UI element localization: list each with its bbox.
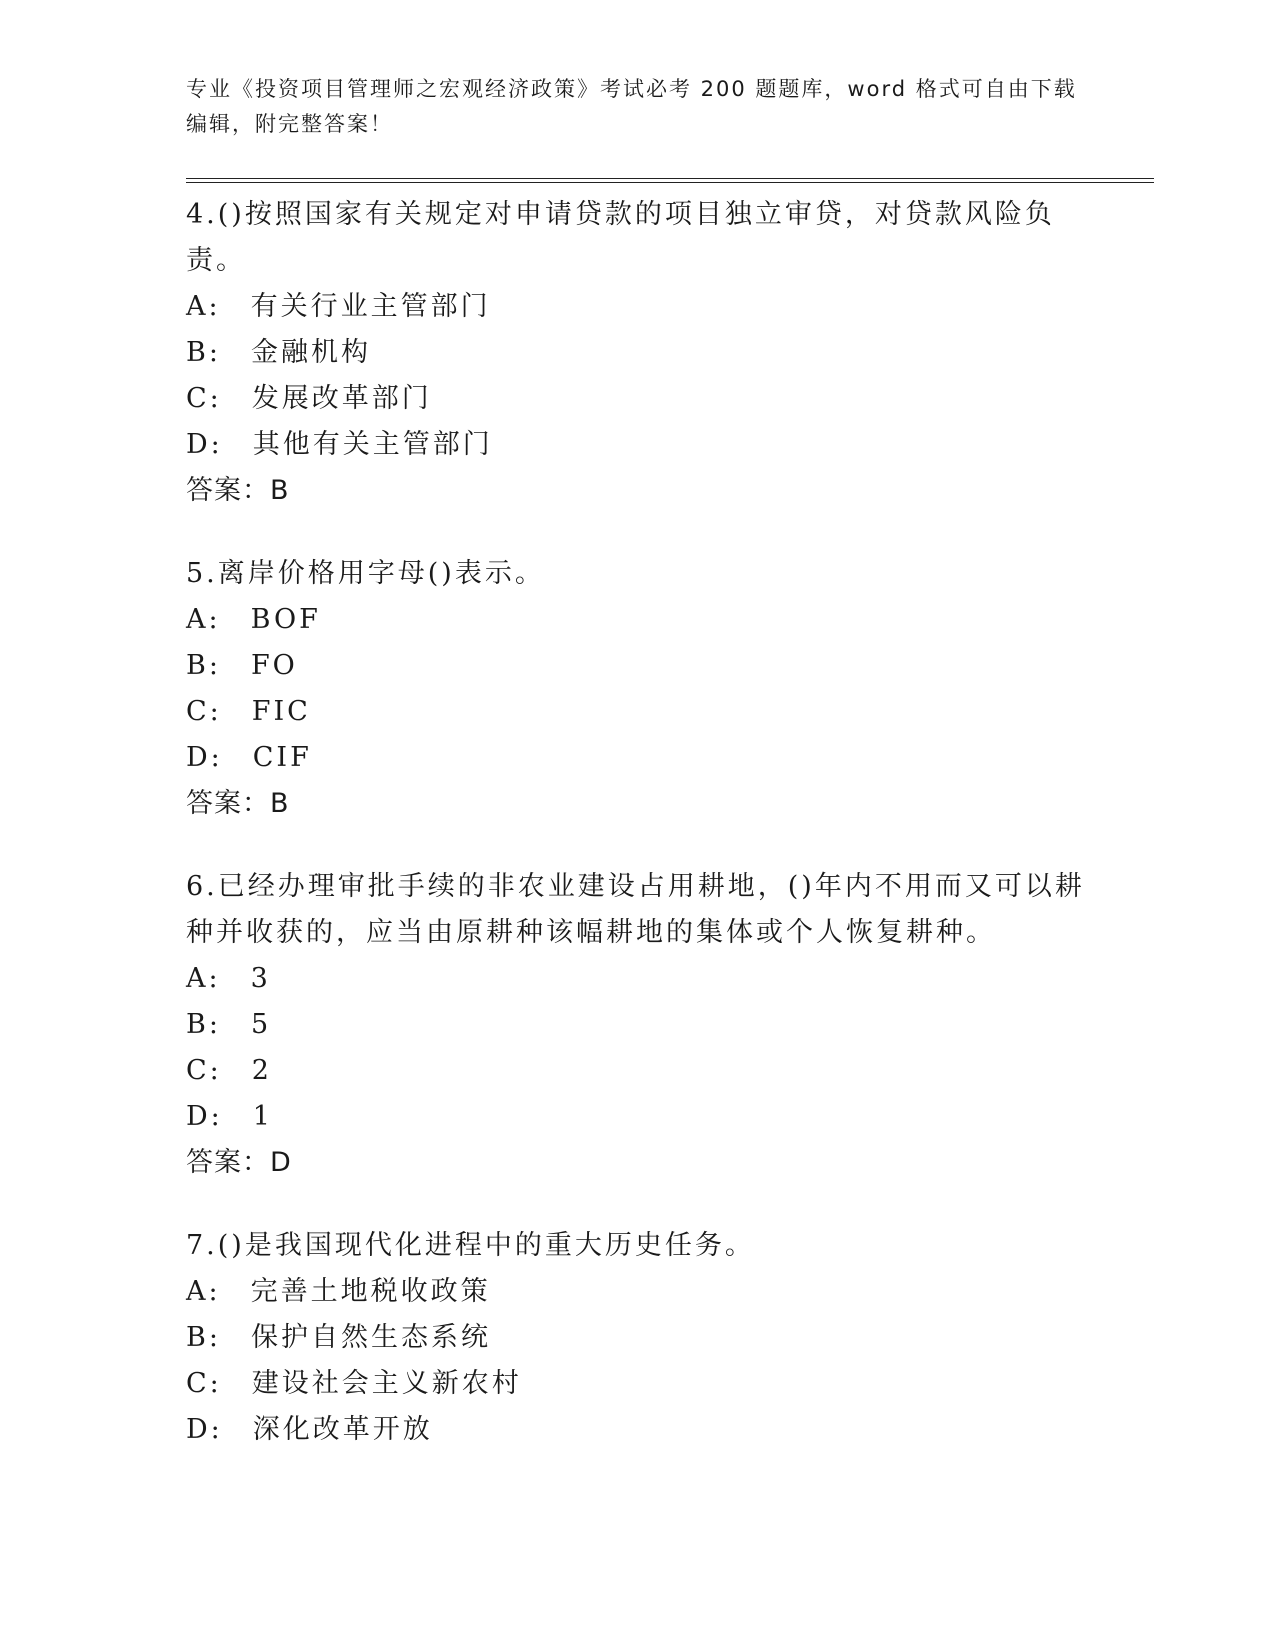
option-letter: B: — [186, 650, 221, 681]
option-letter: B: — [186, 1009, 221, 1040]
option-letter: C: — [186, 1368, 222, 1399]
question-text: 6.已经办理审批手续的非农业建设占用耕地，()年内不用而又可以耕种并收获的，应当由原耕种该幅耕地的集体或个人恢复耕种。 — [186, 871, 1085, 948]
option-letter: A: — [186, 1276, 221, 1307]
question-block — [186, 192, 1086, 514]
option-c — [186, 1048, 1086, 1094]
option-letter: C: — [186, 383, 222, 414]
option-text: 深化改革开放 — [252, 1414, 433, 1445]
option-letter: A: — [186, 604, 221, 635]
option-text: 发展改革部门 — [251, 383, 432, 414]
option-text: FO — [250, 650, 298, 681]
option-letter: D: — [186, 429, 223, 460]
answer-label: 答案：B — [186, 475, 290, 506]
question-text: 7.()是我国现代化进程中的重大历史任务。 — [186, 1230, 755, 1261]
option-a — [186, 1269, 1086, 1315]
question-block — [186, 1223, 1086, 1453]
option-text: 金融机构 — [250, 337, 371, 368]
option-letter: B: — [186, 337, 221, 368]
option-d — [186, 1407, 1086, 1453]
option-b — [186, 1315, 1086, 1361]
option-b — [186, 1002, 1086, 1048]
option-text: CIF — [252, 742, 312, 773]
option-text: 1 — [252, 1101, 273, 1132]
option-b — [186, 330, 1086, 376]
option-text: 其他有关主管部门 — [252, 429, 493, 460]
question-list — [186, 192, 1086, 1490]
option-text: 完善土地税收政策 — [250, 1276, 491, 1307]
option-c — [186, 689, 1086, 735]
header-divider-line — [186, 178, 1154, 179]
option-text: 建设社会主义新农村 — [251, 1368, 522, 1399]
option-b — [186, 643, 1086, 689]
header-divider-line — [186, 182, 1154, 183]
option-a — [186, 597, 1086, 643]
option-d — [186, 422, 1086, 468]
option-text: 2 — [251, 1055, 272, 1086]
option-text: 保护自然生态系统 — [250, 1322, 491, 1353]
option-letter: D: — [186, 1414, 223, 1445]
document-header — [186, 72, 1086, 142]
question-text: 4.()按照国家有关规定对申请贷款的项目独立审贷，对贷款风险负责。 — [186, 199, 1055, 276]
header-intro-text: 专业《投资项目管理师之宏观经济政策》考试必考 200 题题库，word 格式可自由下载编辑，附完整答案！ — [186, 77, 1077, 136]
answer-label: 答案：D — [186, 1147, 292, 1178]
option-c — [186, 376, 1086, 422]
question-block — [186, 551, 1086, 827]
option-d — [186, 1094, 1086, 1140]
option-a — [186, 284, 1086, 330]
option-letter: C: — [186, 696, 222, 727]
question-block — [186, 864, 1086, 1186]
option-letter: B: — [186, 1322, 221, 1353]
option-a — [186, 956, 1086, 1002]
question-text: 5.离岸价格用字母()表示。 — [186, 558, 545, 589]
option-text: 有关行业主管部门 — [250, 291, 491, 322]
option-letter: A: — [186, 291, 221, 322]
option-text: FIC — [251, 696, 311, 727]
option-letter: D: — [186, 742, 223, 773]
option-letter: C: — [186, 1055, 222, 1086]
option-letter: A: — [186, 963, 221, 994]
option-text: BOF — [250, 604, 321, 635]
option-text: 3 — [250, 963, 271, 994]
option-text: 5 — [250, 1009, 272, 1040]
option-c — [186, 1361, 1086, 1407]
answer-label: 答案：B — [186, 788, 290, 819]
option-d — [186, 735, 1086, 781]
option-letter: D: — [186, 1101, 223, 1132]
